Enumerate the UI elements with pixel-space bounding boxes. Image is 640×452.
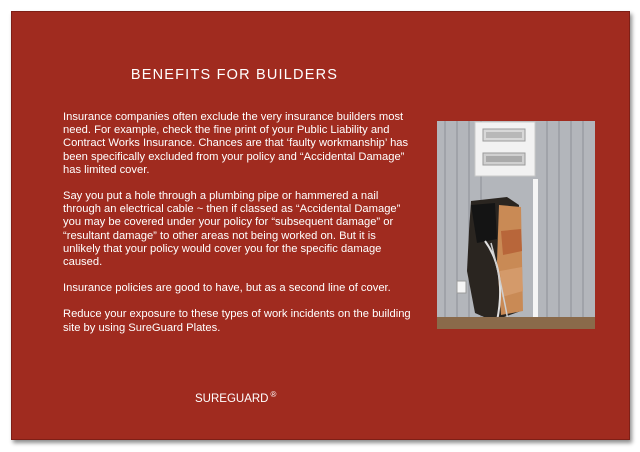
damaged-wall-photo bbox=[437, 121, 595, 329]
paragraph-second-line: Insurance policies are good to have, but as a second line of cover. bbox=[63, 282, 391, 295]
brand-label bbox=[195, 390, 276, 405]
paragraph-exclusions: Insurance companies often exclude the very insurance builders most need. For example, check the fine print of your Public Liability and Contract Works Insurance. Chances are that ‘faulty workmanship’ has been specifically excluded from your policy and “Accidental Damage” has limited cover. bbox=[63, 111, 409, 176]
body-text bbox=[63, 111, 413, 348]
paragraph-accidental-damage: Say you put a hole through a plumbing pipe or hammered a nail through an electrical cable ~ then if classed as “Accidental Damage” you may be covered under your policy for “subsequent damage” or “resultant damage” to other areas not being worked on. But it is unlikely that your policy would cover you for the specific damage caused. bbox=[63, 190, 401, 269]
slide-title: BENEFITS FOR BUILDERS bbox=[130, 67, 339, 83]
registered-mark: ® bbox=[270, 390, 277, 399]
brand-name: SUREGUARD bbox=[195, 392, 269, 405]
paragraph-reduce-exposure: Reduce your exposure to these types of work incidents on the building site by using SureGuard Plates. bbox=[63, 308, 411, 334]
slide-panel bbox=[11, 11, 630, 440]
